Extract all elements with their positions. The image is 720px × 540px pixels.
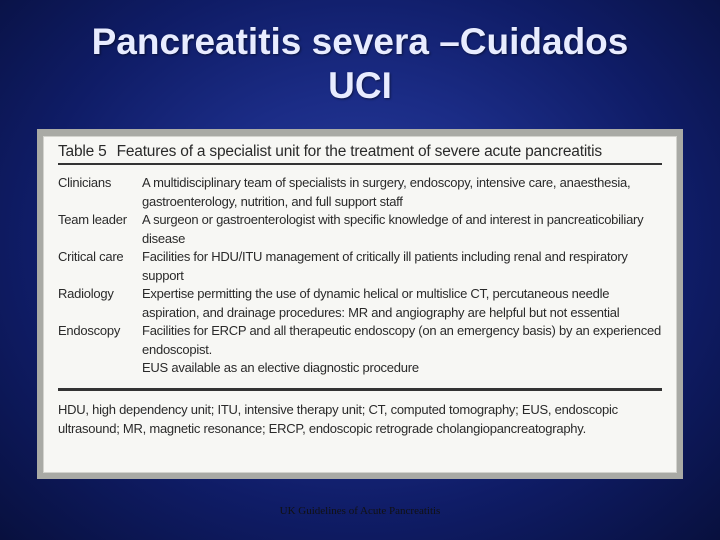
row-text-radiology: Expertise permitting the use of dynamic helical or multislice CT, percutaneous needle aspiration, and drainage procedures: MR and angiography are helpful but not essential xyxy=(142,286,620,320)
slide-title-line-1: Pancreatitis severa –Cuidados xyxy=(91,21,629,62)
row-text-endoscopy: Facilities for ERCP and all therapeutic endoscopy (on an emergency basis) by an experienced endoscopist. xyxy=(142,323,661,357)
table-header xyxy=(58,137,662,165)
table-row xyxy=(58,322,662,359)
table-footnote: HDU, high dependency unit; ITU, intensive therapy unit; CT, computed tomography; EUS, endoscopic ultrasound; MR, magnetic resonance; ERCP, endoscopic retrograde cholangiopancreatography. xyxy=(58,402,618,436)
row-label-endoscopy: Endoscopy xyxy=(58,323,121,338)
table-body xyxy=(58,165,662,391)
row-text-team-leader: A surgeon or gastroenterologist with specific knowledge of and interest in pancreaticobiliary disease xyxy=(142,212,644,246)
table-caption: Features of a specialist unit for the treatment of severe acute pancreatitis xyxy=(116,143,602,160)
row-label-radiology: Radiology xyxy=(58,286,114,301)
table-5 xyxy=(43,136,677,473)
table-row xyxy=(58,174,662,211)
table-row xyxy=(58,211,662,248)
row-label-critical-care: Critical care xyxy=(58,249,124,264)
row-text-clinicians: A multidisciplinary team of specialists in surgery, endoscopy, intensive care, anaesthesia, gastroenterology, nutrition, and full support staff xyxy=(142,175,631,209)
row-text-critical-care: Facilities for HDU/ITU management of critically ill patients including renal and respiratory support xyxy=(142,249,628,283)
slide-title xyxy=(0,20,720,108)
row-text-eus: EUS available as an elective diagnostic procedure xyxy=(142,360,419,375)
source-caption: UK Guidelines of Acute Pancreatitis xyxy=(279,505,441,517)
row-label-clinicians: Clinicians xyxy=(58,175,112,190)
table-number: Table 5 xyxy=(58,143,107,160)
slide-title-line-2: UCI xyxy=(328,65,392,106)
table-image-frame xyxy=(37,129,683,479)
table-row xyxy=(58,285,662,322)
table-row xyxy=(58,248,662,285)
row-label-team-leader: Team leader xyxy=(58,212,127,227)
